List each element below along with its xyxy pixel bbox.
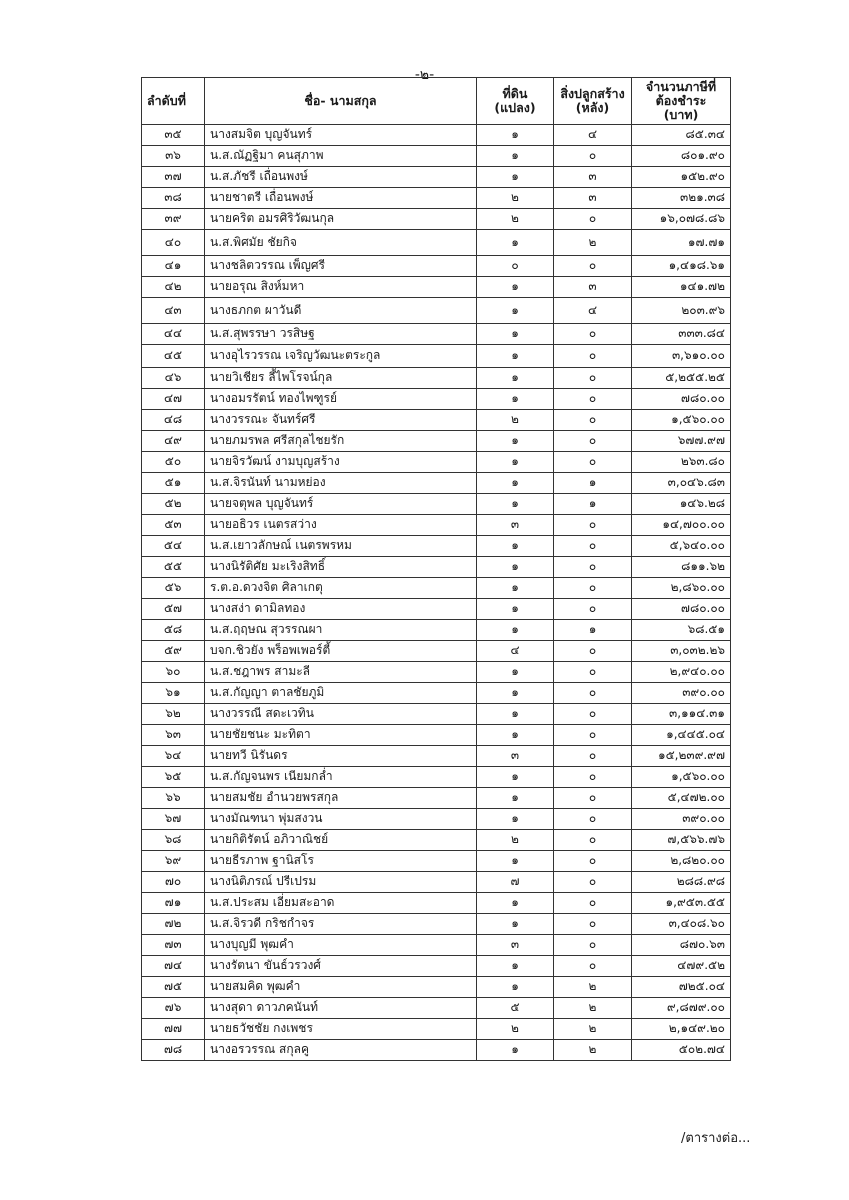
continued-note: /ตารางต่อ...	[681, 1131, 751, 1146]
row-name: นายธีรภาพ ฐานิสโร	[205, 851, 477, 872]
row-land-count: ๑	[477, 914, 554, 935]
row-tax-amount: ๘๑๑.๖๒	[632, 557, 731, 578]
row-land-count: ๐	[477, 256, 554, 277]
table-row	[142, 188, 731, 209]
row-land-count: ๗	[477, 872, 554, 893]
row-name: นางนิรัติศัย มะเริงสิทธิ์	[205, 557, 477, 578]
row-building-count: ๐	[554, 956, 632, 977]
table-row	[142, 641, 731, 662]
row-name: ร.ต.อ.ดวงจิต ศิลาเกตุ	[205, 578, 477, 599]
row-land-count: ๑	[477, 167, 554, 188]
row-land-count: ๑	[477, 536, 554, 557]
row-land-count: ๑	[477, 431, 554, 452]
row-building-count: ๐	[554, 515, 632, 536]
row-land-count: ๑	[477, 809, 554, 830]
row-land-count: ๑	[477, 956, 554, 977]
row-building-count: ๐	[554, 830, 632, 851]
row-index: ๗๒	[142, 914, 205, 935]
table-row	[142, 977, 731, 998]
row-building-count: ๐	[554, 389, 632, 410]
table-row	[142, 167, 731, 188]
row-tax-amount: ๖๘.๕๑	[632, 620, 731, 641]
row-tax-amount: ๓,๖๑๐.๐๐	[632, 345, 731, 368]
row-index: ๔๓	[142, 298, 205, 324]
row-name: น.ส.พิศมัย ชัยกิจ	[205, 230, 477, 256]
row-building-count: ๒	[554, 230, 632, 256]
table-row	[142, 536, 731, 557]
row-tax-amount: ๙,๘๗๙.๐๐	[632, 998, 731, 1019]
row-land-count: ๑	[477, 389, 554, 410]
row-land-count: ๑	[477, 893, 554, 914]
row-name: น.ส.เยาวลักษณ์ เนตรพรหม	[205, 536, 477, 557]
table-row	[142, 872, 731, 893]
row-name: น.ส.ฤฤษณ สุวรรณผา	[205, 620, 477, 641]
row-name: น.ส.จิรวดี กริชกำจร	[205, 914, 477, 935]
row-building-count: ๒	[554, 998, 632, 1019]
row-land-count: ๑	[477, 452, 554, 473]
row-name: นายอรุณ สิงห์มหา	[205, 277, 477, 298]
row-index: ๖๓	[142, 725, 205, 746]
row-tax-amount: ๗๒๕.๐๔	[632, 977, 731, 998]
row-index: ๕๙	[142, 641, 205, 662]
table-row	[142, 662, 731, 683]
row-name: นางอมรรัตน์ ทองไพฑูรย์	[205, 389, 477, 410]
row-name: นางชลิตวรรณ เพ็ญศรี	[205, 256, 477, 277]
row-index: ๕๑	[142, 473, 205, 494]
row-name: นางวรรณี สดะเวทิน	[205, 704, 477, 725]
row-name: นายกิติรัตน์ อภิวาณิชย์	[205, 830, 477, 851]
row-land-count: ๑	[477, 767, 554, 788]
row-building-count: ๐	[554, 914, 632, 935]
row-name: นายสมชัย อำนวยพรสกุล	[205, 788, 477, 809]
row-land-count: ๑	[477, 494, 554, 515]
row-index: ๗๔	[142, 956, 205, 977]
row-land-count: ๒	[477, 188, 554, 209]
row-index: ๖๐	[142, 662, 205, 683]
row-tax-amount: ๗๘๐.๐๐	[632, 389, 731, 410]
table-row	[142, 389, 731, 410]
row-index: ๔๘	[142, 410, 205, 431]
row-building-count: ๓	[554, 188, 632, 209]
table-row	[142, 683, 731, 704]
row-building-count: ๐	[554, 209, 632, 230]
table-row	[142, 788, 731, 809]
row-building-count: ๓	[554, 167, 632, 188]
row-land-count: ๑	[477, 977, 554, 998]
row-index: ๓๘	[142, 188, 205, 209]
row-tax-amount: ๕,๔๗๒.๐๐	[632, 788, 731, 809]
table-row	[142, 809, 731, 830]
row-tax-amount: ๑๖,๐๗๘.๘๖	[632, 209, 731, 230]
row-tax-amount: ๒,๘๖๐.๐๐	[632, 578, 731, 599]
table-row	[142, 277, 731, 298]
row-name: นายจิรวัฒน์ งามบุญสร้าง	[205, 452, 477, 473]
row-land-count: ๒	[477, 1019, 554, 1040]
row-index: ๕๘	[142, 620, 205, 641]
row-index: ๖๒	[142, 704, 205, 725]
row-index: ๔๐	[142, 230, 205, 256]
row-index: ๔๑	[142, 256, 205, 277]
row-tax-amount: ๒,๙๔๐.๐๐	[632, 662, 731, 683]
row-tax-amount: ๑๕,๒๓๙.๙๗	[632, 746, 731, 767]
row-land-count: ๑	[477, 345, 554, 368]
row-land-count: ๒	[477, 209, 554, 230]
table-row	[142, 914, 731, 935]
row-index: ๓๖	[142, 146, 205, 167]
row-name: นางวรรณะ จันทร์ศรี	[205, 410, 477, 431]
row-building-count: ๑	[554, 473, 632, 494]
table-row	[142, 494, 731, 515]
row-tax-amount: ๑๔๑.๗๒	[632, 277, 731, 298]
row-name: น.ส.จิรนันท์ นามหย่อง	[205, 473, 477, 494]
row-tax-amount: ๒,๑๔๙.๒๐	[632, 1019, 731, 1040]
header-buildings: สิ่งปลูกสร้าง (หลัง)	[554, 78, 632, 125]
header-row	[142, 78, 731, 125]
table-row	[142, 725, 731, 746]
row-building-count: ๐	[554, 851, 632, 872]
table-row	[142, 345, 731, 368]
row-name: น.ส.ภัชรี เถื่อนพงษ์	[205, 167, 477, 188]
row-building-count: ๐	[554, 746, 632, 767]
table-row	[142, 209, 731, 230]
row-tax-amount: ๑๕๒.๙๐	[632, 167, 731, 188]
row-name: นายภมรพล ศรีสกุลไชยรัก	[205, 431, 477, 452]
row-tax-amount: ๒๐๓.๙๖	[632, 298, 731, 324]
row-building-count: ๐	[554, 146, 632, 167]
row-building-count: ๐	[554, 788, 632, 809]
row-name: น.ส.ชฎาพร สามะลี	[205, 662, 477, 683]
row-land-count: ๑	[477, 725, 554, 746]
row-land-count: ๑	[477, 368, 554, 389]
row-building-count: ๐	[554, 725, 632, 746]
row-index: ๕๐	[142, 452, 205, 473]
row-name: นางสง่า ดามิลทอง	[205, 599, 477, 620]
row-land-count: ๑	[477, 324, 554, 345]
row-name: บจก.ชิวยัง พร็อพเพอร์ตี้	[205, 641, 477, 662]
table-row	[142, 767, 731, 788]
row-building-count: ๐	[554, 410, 632, 431]
row-tax-amount: ๑,๔๔๕.๐๔	[632, 725, 731, 746]
row-building-count: ๐	[554, 872, 632, 893]
row-tax-amount: ๑,๔๑๘.๖๑	[632, 256, 731, 277]
row-name: น.ส.ประสม เอี่ยมสะอาด	[205, 893, 477, 914]
row-name: นางสุดา ดาวภคนันท์	[205, 998, 477, 1019]
header-land: ที่ดิน (แปลง)	[477, 78, 554, 125]
table-row	[142, 704, 731, 725]
row-name: นางอุไรวรรณ เจริญวัฒนะตระกูล	[205, 345, 477, 368]
row-building-count: ๐	[554, 345, 632, 368]
row-land-count: ๒	[477, 410, 554, 431]
row-name: นายสมคิด พุฒคำ	[205, 977, 477, 998]
table-row	[142, 473, 731, 494]
row-index: ๖๕	[142, 767, 205, 788]
row-name: นางรัตนา ขันธ์วรวงศ์	[205, 956, 477, 977]
row-land-count: ๑	[477, 704, 554, 725]
row-land-count: ๑	[477, 298, 554, 324]
row-land-count: ๑	[477, 662, 554, 683]
row-building-count: ๐	[554, 256, 632, 277]
row-tax-amount: ๓,๐๔๖.๘๓	[632, 473, 731, 494]
row-index: ๗๓	[142, 935, 205, 956]
row-building-count: ๐	[554, 368, 632, 389]
row-name: นายทวี นิรันดร	[205, 746, 477, 767]
row-index: ๖๙	[142, 851, 205, 872]
table-row	[142, 256, 731, 277]
row-name: นางนิติภรณ์ ปรีเปรม	[205, 872, 477, 893]
row-building-count: ๔	[554, 298, 632, 324]
row-land-count: ๑	[477, 277, 554, 298]
row-land-count: ๑	[477, 557, 554, 578]
row-name: นายจตุพล บุญจันทร์	[205, 494, 477, 515]
row-name: น.ส.กัญญา ตาลชัยภูมิ	[205, 683, 477, 704]
row-tax-amount: ๒,๘๒๐.๐๐	[632, 851, 731, 872]
row-index: ๓๗	[142, 167, 205, 188]
row-tax-amount: ๓๓๓.๘๔	[632, 324, 731, 345]
table-body	[142, 125, 731, 1061]
row-tax-amount: ๓๙๐.๐๐	[632, 809, 731, 830]
row-index: ๕๕	[142, 557, 205, 578]
table-row	[142, 893, 731, 914]
row-land-count: ๑	[477, 578, 554, 599]
row-index: ๗๑	[142, 893, 205, 914]
row-tax-amount: ๗๘๐.๐๐	[632, 599, 731, 620]
row-tax-amount: ๕,๖๔๐.๐๐	[632, 536, 731, 557]
row-tax-amount: ๓,๔๐๘.๖๐	[632, 914, 731, 935]
row-tax-amount: ๓๒๑.๓๘	[632, 188, 731, 209]
row-building-count: ๐	[554, 683, 632, 704]
row-land-count: ๓	[477, 515, 554, 536]
row-index: ๔๒	[142, 277, 205, 298]
row-name: นางธภกต ผาวันดี	[205, 298, 477, 324]
row-index: ๔๔	[142, 324, 205, 345]
row-tax-amount: ๑,๕๖๐.๐๐	[632, 767, 731, 788]
row-tax-amount: ๓,๐๓๒.๒๖	[632, 641, 731, 662]
row-tax-amount: ๑๔,๗๐๐.๐๐	[632, 515, 731, 536]
header-tax: จำนวนภาษีที่ต้องชำระ (บาท)	[632, 78, 731, 125]
table-row	[142, 368, 731, 389]
row-name: นางบุญมี พุฒคำ	[205, 935, 477, 956]
row-land-count: ๑	[477, 230, 554, 256]
row-index: ๗๗	[142, 1019, 205, 1040]
row-land-count: ๕	[477, 998, 554, 1019]
row-index: ๗๘	[142, 1040, 205, 1061]
row-tax-amount: ๔๗๙.๕๒	[632, 956, 731, 977]
table-header	[142, 78, 731, 125]
row-name: น.ส.กัญจนพร เนียมกล่ำ	[205, 767, 477, 788]
table-row	[142, 746, 731, 767]
row-building-count: ๑	[554, 620, 632, 641]
row-name: นายคริต อมรศิริวัฒนกุล	[205, 209, 477, 230]
row-name: น.ส.สุพรรษา วรสิษฐ	[205, 324, 477, 345]
row-tax-amount: ๒๘๘.๙๘	[632, 872, 731, 893]
table-row	[142, 230, 731, 256]
row-index: ๔๖	[142, 368, 205, 389]
row-building-count: ๐	[554, 641, 632, 662]
row-building-count: ๓	[554, 277, 632, 298]
header-name: ชื่อ- นามสกุล	[205, 78, 477, 125]
table-row	[142, 557, 731, 578]
row-name: นายธวัชชัย กงเพชร	[205, 1019, 477, 1040]
table-row	[142, 1040, 731, 1061]
row-index: ๔๙	[142, 431, 205, 452]
row-name: นายวิเชียร ลี้ไพโรจน์กุล	[205, 368, 477, 389]
table-row	[142, 935, 731, 956]
table-row	[142, 998, 731, 1019]
row-tax-amount: ๘๗๐.๖๓	[632, 935, 731, 956]
row-tax-amount: ๕,๒๕๕.๒๕	[632, 368, 731, 389]
row-tax-amount: ๑,๕๖๐.๐๐	[632, 410, 731, 431]
row-building-count: ๒	[554, 1040, 632, 1061]
row-building-count: ๐	[554, 324, 632, 345]
page-number: -๒-	[414, 67, 435, 83]
row-building-count: ๐	[554, 809, 632, 830]
table-row	[142, 851, 731, 872]
table-row	[142, 298, 731, 324]
row-tax-amount: ๗,๕๖๖.๗๖	[632, 830, 731, 851]
row-building-count: ๐	[554, 431, 632, 452]
row-land-count: ๑	[477, 146, 554, 167]
row-land-count: ๑	[477, 620, 554, 641]
row-tax-amount: ๒๖๓.๘๐	[632, 452, 731, 473]
row-index: ๕๖	[142, 578, 205, 599]
table-row	[142, 452, 731, 473]
row-building-count: ๐	[554, 893, 632, 914]
row-name: นางมัณฑนา พุ่มสงวน	[205, 809, 477, 830]
table-row	[142, 515, 731, 536]
row-building-count: ๐	[554, 578, 632, 599]
row-tax-amount: ๑๔๖.๒๘	[632, 494, 731, 515]
row-land-count: ๑	[477, 788, 554, 809]
row-tax-amount: ๕๐๒.๗๔	[632, 1040, 731, 1061]
table-row	[142, 620, 731, 641]
row-tax-amount: ๑,๙๕๓.๕๕	[632, 893, 731, 914]
table-row	[142, 599, 731, 620]
row-building-count: ๐	[554, 452, 632, 473]
row-building-count: ๐	[554, 557, 632, 578]
table-row	[142, 830, 731, 851]
row-land-count: ๔	[477, 641, 554, 662]
row-name: นางอรวรรณ สกุลคู	[205, 1040, 477, 1061]
row-building-count: ๒	[554, 977, 632, 998]
row-tax-amount: ๓,๑๑๔.๓๑	[632, 704, 731, 725]
row-land-count: ๒	[477, 830, 554, 851]
row-index: ๓๙	[142, 209, 205, 230]
table-row	[142, 125, 731, 146]
row-building-count: ๐	[554, 767, 632, 788]
row-index: ๔๕	[142, 345, 205, 368]
row-building-count: ๒	[554, 1019, 632, 1040]
row-index: ๓๕	[142, 125, 205, 146]
table-row	[142, 578, 731, 599]
row-index: ๖๘	[142, 830, 205, 851]
row-index: ๗๐	[142, 872, 205, 893]
row-index: ๖๑	[142, 683, 205, 704]
row-index: ๕๒	[142, 494, 205, 515]
row-index: ๕๗	[142, 599, 205, 620]
row-land-count: ๑	[477, 1040, 554, 1061]
row-land-count: ๓	[477, 935, 554, 956]
table-row	[142, 410, 731, 431]
table-row	[142, 956, 731, 977]
row-index: ๔๗	[142, 389, 205, 410]
row-land-count: ๑	[477, 599, 554, 620]
row-land-count: ๓	[477, 746, 554, 767]
row-tax-amount: ๘๐๑.๙๐	[632, 146, 731, 167]
row-name: นางสมจิต บุญจันทร์	[205, 125, 477, 146]
row-land-count: ๑	[477, 851, 554, 872]
tax-table	[141, 77, 731, 1061]
row-name: นายชัยชนะ มะทิตา	[205, 725, 477, 746]
row-building-count: ๐	[554, 935, 632, 956]
row-index: ๕๓	[142, 515, 205, 536]
row-tax-amount: ๓๙๐.๐๐	[632, 683, 731, 704]
row-tax-amount: ๖๗๗.๙๗	[632, 431, 731, 452]
row-index: ๕๔	[142, 536, 205, 557]
row-building-count: ๐	[554, 662, 632, 683]
row-tax-amount: ๘๕.๓๔	[632, 125, 731, 146]
row-index: ๗๖	[142, 998, 205, 1019]
row-land-count: ๑	[477, 473, 554, 494]
row-building-count: ๑	[554, 494, 632, 515]
row-land-count: ๑	[477, 125, 554, 146]
row-index: ๖๗	[142, 809, 205, 830]
table-row	[142, 1019, 731, 1040]
table-row	[142, 324, 731, 345]
row-name: น.ส.ณัฏฐิมา คนสุภาพ	[205, 146, 477, 167]
row-building-count: ๐	[554, 599, 632, 620]
row-building-count: ๔	[554, 125, 632, 146]
row-building-count: ๐	[554, 704, 632, 725]
row-building-count: ๐	[554, 536, 632, 557]
row-name: นายอธิวร เนตรสว่าง	[205, 515, 477, 536]
table-row	[142, 431, 731, 452]
row-index: ๗๕	[142, 977, 205, 998]
table-row	[142, 146, 731, 167]
row-land-count: ๑	[477, 683, 554, 704]
row-index: ๖๖	[142, 788, 205, 809]
row-index: ๖๔	[142, 746, 205, 767]
row-name: นายชาตรี เถื่อนพงษ์	[205, 188, 477, 209]
row-tax-amount: ๑๗.๗๑	[632, 230, 731, 256]
header-index: ลำดับที่	[142, 78, 205, 125]
